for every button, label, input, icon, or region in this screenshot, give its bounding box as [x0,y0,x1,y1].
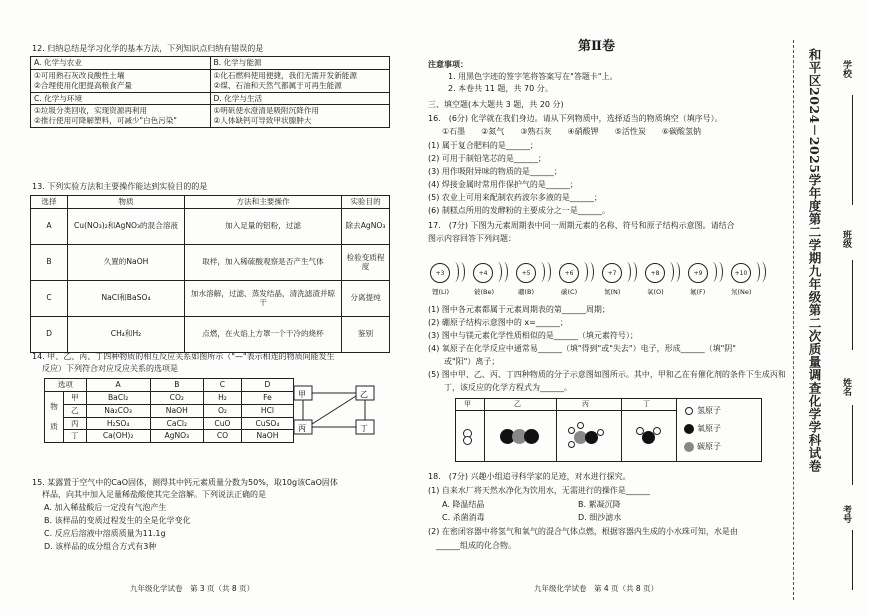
mol-header: 乙 [514,400,521,408]
q16-item: (2) 可用于制铅笔芯的是______； [428,154,546,163]
label-c: 丙 [298,424,306,433]
q17-stem-line2: 图示内容回答下列问题： [428,234,516,243]
atom-name: 氮(N) [604,288,621,296]
oxygen-atom [524,429,539,444]
q13-cell: 检验变质程度 [342,244,390,280]
q12-c-line1: ①垃圾分类回收，实现资源再利用 [34,106,148,116]
q13-cell: 除去AgNO₃ [342,208,390,244]
q15-line2: 样品，向其中加入足量稀盐酸使其完全溶解。下列说法正确的是 [42,490,266,499]
q17-item: 或"阳"）离子； [428,357,500,366]
edge-cb [312,396,356,424]
atom-name: 氖(Ne) [731,288,752,296]
q16-stem: 16. (6分) 化学就在我们身边。请从下列物质中，选择适当的物质填空（填序号）。 [428,114,723,123]
q18-option: D. 细沙滤水 [578,513,622,522]
section-title: 第Ⅱ卷 [578,39,615,54]
q17-stem-line1: 17. (7分) 下图为元素周期表中同一周期元素的名称、符号和原子结构示意图。请结合 [428,221,735,230]
q13-cell: 分离提纯 [342,280,390,316]
q13-stem: 13. 下列实验方法和主要操作能达到实验目的的是 [32,182,208,191]
electron-shell [585,262,594,282]
class-blank [852,260,853,350]
q14-cell: O₂ [204,404,242,417]
q14-header: B [150,379,203,392]
q14-cell: 丙 [64,417,87,430]
atom-nucleus: +5 [516,263,536,283]
q13-cell: CH₄和H₂ [68,316,185,352]
q13-cell: C [31,280,68,316]
school-blank [852,95,853,205]
q12-a-line1: ①可用熟石灰改良酸性土壤 [34,70,125,80]
electron-shell [628,262,637,282]
q14-cell: HCl [241,404,293,417]
q15-option: B. 该样品的变质过程发生的全是化学变化 [44,516,191,525]
q14-stem-line1: 14. 甲、乙、丙、丁四种物质的相互反应关系如图所示（"—"表示相连的物质间能发生 [32,352,335,361]
divider [621,399,622,461]
atom-name: 氧(O) [647,288,664,296]
atom-nucleus: +6 [559,263,579,283]
q18-sub3: ______组成的化合物。 [436,541,516,550]
page-footer-right: 九年级化学试卷 第 4 页（共 8 页） [534,584,659,593]
q13-header: 方法和主要操作 [185,196,342,209]
hydrogen-atom [463,436,472,445]
q14-cell: NaOH [150,404,203,417]
q13-cell: 加水溶解，过滤、蒸发结晶，清洗滤渣并晾干 [185,280,342,316]
atom-nucleus: +7 [602,263,622,283]
q18-stem: 18. (7分) 兴趣小组追寻科学家的足迹，对水进行探究。 [428,472,631,481]
exam-number-label: 考号 [841,505,851,523]
q12-a-line2: ②合理使用化肥提高粮食产量 [34,80,132,90]
hydrogen-atom [568,427,575,434]
q12-d-line1: ①明矾使水澄清是吸附沉降作用 [213,106,320,116]
q12-cell-c-head: C. 化学与环境 [31,92,211,105]
atom-nucleus: +8 [645,263,665,283]
exam-vertical-title: 和平区2024－2025学年度第二学期九年级第二次质量调查化学学科试卷 [807,48,822,473]
hydrogen-atom [597,429,604,436]
atom-name: 碳(C) [561,288,578,296]
q13-table [30,195,390,353]
q14-cell: CO₂ [150,391,203,404]
q14-cell: BaCl₂ [86,391,150,404]
hydrogen-atom [577,422,584,429]
q17-item: (4) 氧原子在化学反应中通常易______（填"得到"或"失去"）电子，形成______（填"阴" [428,344,736,353]
q16-item: (4) 焊接金属时常用作保护气的是______； [428,180,578,189]
atom-name: 硼(B) [518,288,535,296]
legend-oxygen: 氧原子 [697,424,721,433]
q12-cell-a-head: A. 化学与农业 [31,57,211,70]
hydrogen-atom [653,427,661,435]
legend-carbon: 碳原子 [697,442,721,451]
q14-cell: CuO [204,417,242,430]
q16-item: (3) 用作吸附异味的物质的是______； [428,167,562,176]
q14-cell: 丁 [64,430,87,443]
q14-side-char: 物 [50,402,58,412]
q16-item: (1) 属于复合肥料的是______； [428,141,538,150]
q14-side-label [45,391,64,442]
label-b: 乙 [360,390,368,399]
divider [484,399,485,461]
q14-cell: Fe [241,391,293,404]
section3-heading: 三、填空题(本大题共 3 题，共 20 分) [428,100,564,109]
molecule-diagram [455,398,762,462]
q12-c-line2: ②推行使用可降解塑料，可减少"白色污染" [34,116,177,126]
q18-sub2: (2) 在密闭容器中将氢气和氧气的混合气体点燃，根据容器内生成的小水珠可知，水是由 [428,527,738,536]
q12-table [30,56,390,128]
q17-item: 丁，该反应的化学方程式为______。 [428,383,572,392]
atom-name: 锂(Li) [432,288,449,296]
divider [556,399,557,461]
q17-item: (2) 硼原子结构示意图中的 x=______； [428,318,568,327]
q14-cell: Ca(OH)₂ [86,430,150,443]
notice-item: 1. 用黑色字迹的签字笔将答案写在"答题卡"上。 [448,72,618,81]
oxygen-legend-icon [684,424,694,434]
electron-shell [456,262,465,282]
q13-cell: A [31,208,68,244]
q14-cell: CaCl₂ [150,417,203,430]
q14-cell: AgNO₃ [150,430,203,443]
q12-cell-d-head: D. 化学与生活 [210,92,390,105]
q13-cell: 取样，加入稀硫酸观察是否产生气体 [185,244,342,280]
legend-hydrogen: 氢原子 [697,406,721,415]
atom-nucleus: +9 [688,263,708,283]
electron-shell [757,262,766,282]
q14-header: D [241,379,293,392]
electron-shell [671,262,680,282]
q18-option: A. 降温结晶 [442,500,485,509]
atom-nucleus: +3 [430,263,450,283]
q13-cell: 加入足量的铝粉，过滤 [185,208,342,244]
atom-nucleus: +10 [731,263,751,283]
atom-nucleus: +4 [473,263,493,283]
q16-item: (5) 农业上可用来配制农药波尔多液的是______； [428,193,602,202]
q12-stem: 12. 归纳总结是学习化学的基本方法，下列知识点归纳有错误的是 [32,44,264,53]
q14-cell: H₂ [204,391,242,404]
q17-item: (3) 图中与镁元素化学性质相似的是______（填元素符号）； [428,331,638,340]
q13-cell: 鉴别 [342,316,390,352]
q14-cell: NaOH [241,430,293,443]
label-a: 甲 [298,390,306,399]
name-blank [852,405,853,485]
q14-cell: 乙 [64,404,87,417]
q15-line1: 15. 某露置于空气中的CaO固体，测得其中钙元素质量分数为50%，取10g该CaO固体 [32,478,338,487]
name-label: 姓名 [841,378,851,396]
q16-item: (6) 制糕点所用的发酵粉的主要成分之一是______。 [428,206,610,215]
q14-cell: Na₂CO₃ [86,404,150,417]
notice-item: 2. 本卷共 11 题，共 70 分。 [448,84,553,93]
q17-item: (1) 图中各元素都属于元素周期表的第______周期； [428,305,610,314]
q18-sub1: (1) 自来水厂将天然水净化为饮用水，无需进行的操作是______ [428,486,650,495]
q13-cell: Cu(NO₃)₂和AgNO₃的混合溶液 [68,208,185,244]
q14-table [44,378,294,443]
q12-b-line2: ②煤、石油和天然气都属于可再生能源 [213,80,342,90]
q14-header: C [204,379,242,392]
q13-cell: B [31,244,68,280]
q14-cell: H₂SO₄ [86,417,150,430]
q14-relation-diagram [292,384,382,436]
electron-shell [542,262,551,282]
q13-cell: 久置的NaOH [68,244,185,280]
q18-option: C. 杀菌消毒 [442,513,485,522]
divider [676,399,677,461]
hydrogen-atom [636,427,644,435]
q13-header: 实验目的 [342,196,390,209]
q13-cell: D [31,316,68,352]
q17-item: (5) 图中甲、乙、丙、丁四种物质的分子示意图如图所示。其中，甲和乙在有催化剂的条件下生成丙和 [428,370,786,379]
electron-shell [499,262,508,282]
q13-cell: 点燃，在火焰上方罩一个干冷的烧杯 [185,316,342,352]
q16-options: ①石墨 ②氮气 ③熟石灰 ④硝酸钾 ⑤活性炭 ⑥碳酸氢钠 [442,127,702,136]
atom-name: 氟(F) [690,288,706,296]
class-label: 班级 [841,230,851,248]
q14-stem-line2: 反应）下列符合对应反应关系的选项是 [42,364,178,373]
page-footer-left: 九年级化学试卷 第 3 页（共 8 页） [130,584,255,593]
q13-header: 物质 [68,196,185,209]
atom-name: 铍(Be) [474,288,495,296]
hydrogen-atom [568,441,575,448]
q13-header: 选择 [31,196,68,209]
q12-cell-b-head: B. 化学与能源 [210,57,390,70]
hydrogen-legend-icon [685,407,693,415]
q14-cell: 甲 [64,391,87,404]
notice-heading: 注意事项： [428,60,468,69]
q15-option: D. 该样品的成分组合方式有3种 [44,542,157,551]
q15-option: C. 反应后溶液中溶质质量为11.1g [44,529,166,538]
q12-d-line2: ②人体缺钙可导致甲状腺肿大 [213,116,312,126]
q14-cell: CO [204,430,242,443]
mol-header: 丁 [643,400,650,408]
exam-number-blank [852,530,853,590]
mol-header: 甲 [464,400,471,408]
q15-option: A. 加入稀盐酸后一定没有气泡产生 [44,503,167,512]
mol-header: 丙 [582,400,589,408]
q14-cell: CuSO₄ [241,417,293,430]
electron-shell [714,262,723,282]
q18-option: B. 絮凝沉降 [578,500,621,509]
binding-line [793,40,794,600]
label-d: 丁 [360,424,368,433]
school-label: 学校 [841,60,851,78]
q12-b-line1: ①化石燃料使用便捷，我们无需开发新能源 [213,70,357,80]
q14-side-char: 质 [50,422,58,432]
q14-header: A [86,379,150,392]
q14-header: 选项 [45,379,87,392]
q13-cell: NaCl和BaSO₄ [68,280,185,316]
carbon-legend-icon [684,442,694,452]
